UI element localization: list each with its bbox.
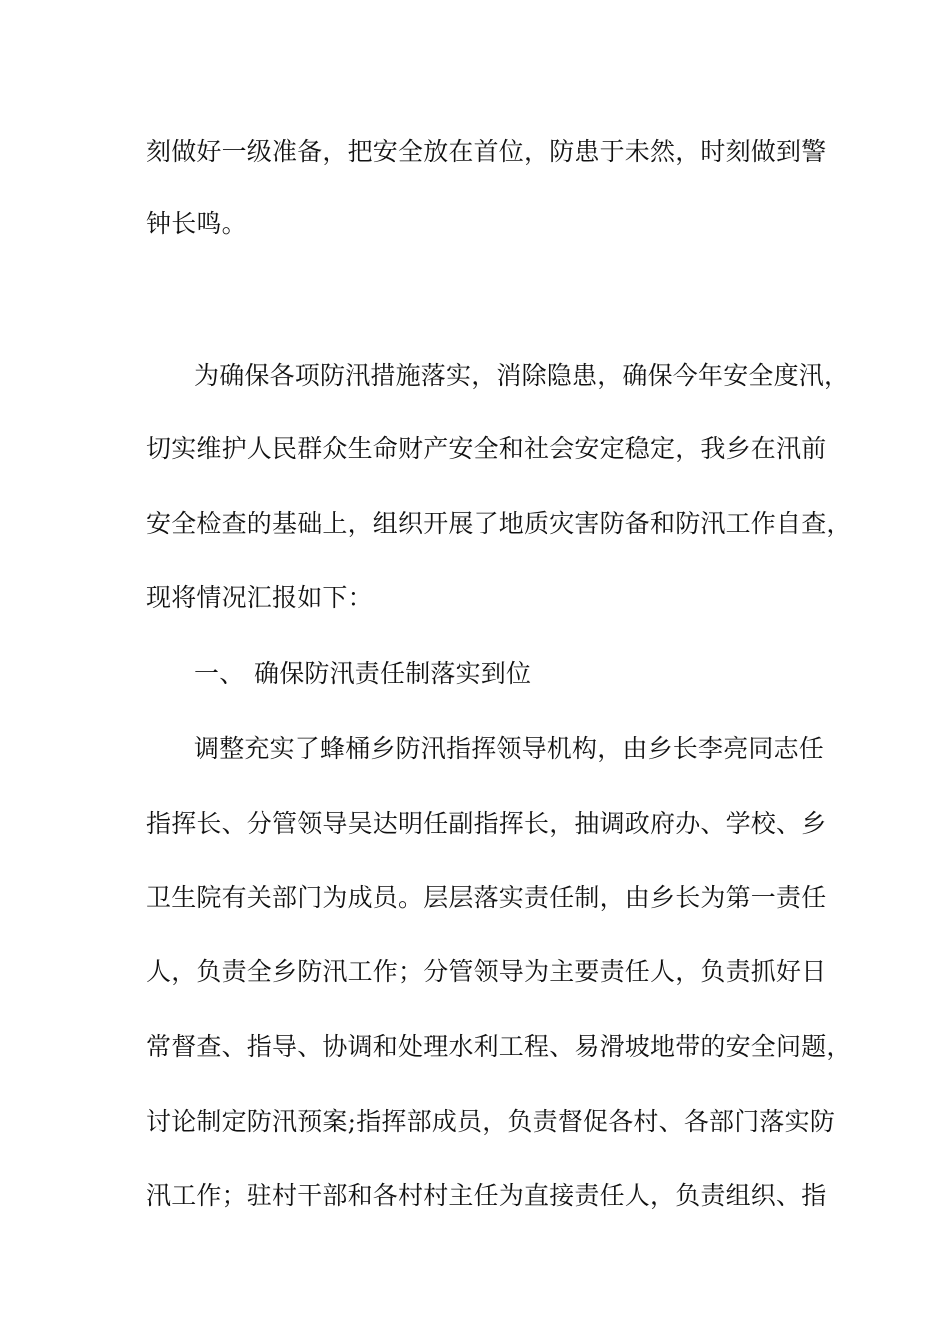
paragraph-line: 为确保各项防汛措施落实，消除隐患，确保今年安全度汛，	[194, 361, 850, 390]
paragraph-line: 人，负责全乡防汛工作；分管领导为主要责任人，负责抓好日	[146, 957, 827, 986]
paragraph-line: 刻做好一级准备，把安全放在首位，防患于未然，时刻做到警	[146, 137, 827, 166]
section-heading-number: 一、	[194, 659, 245, 688]
section-heading	[194, 659, 894, 689]
paragraph-line: 切实维护人民群众生命财产安全和社会安定稳定，我乡在汛前	[146, 434, 827, 463]
section-heading-title: 确保防汛责任制落实到位	[254, 659, 532, 688]
paragraph-line: 现将情况汇报如下：	[146, 583, 373, 612]
paragraph-line: 调整充实了蜂桶乡防汛指挥领导机构，由乡长李亮同志任	[194, 734, 825, 763]
paragraph-line: 卫生院有关部门为成员。层层落实责任制，由乡长为第一责任	[146, 883, 827, 912]
paragraph-line: 汛工作；驻村干部和各村村主任为直接责任人，负责组织、指	[146, 1181, 827, 1210]
paragraph-line: 钟长鸣。	[146, 209, 247, 238]
paragraph-line: 指挥长、分管领导吴达明任副指挥长，抽调政府办、学校、乡	[146, 809, 827, 838]
paragraph-line: 讨论制定防汛预案;指挥部成员，负责督促各村、各部门落实防	[146, 1107, 836, 1136]
paragraph-line: 常督查、指导、协调和处理水利工程、易滑坡地带的安全问题，	[146, 1032, 852, 1061]
paragraph-line: 安全检查的基础上，组织开展了地质灾害防备和防汛工作自查，	[146, 509, 852, 538]
